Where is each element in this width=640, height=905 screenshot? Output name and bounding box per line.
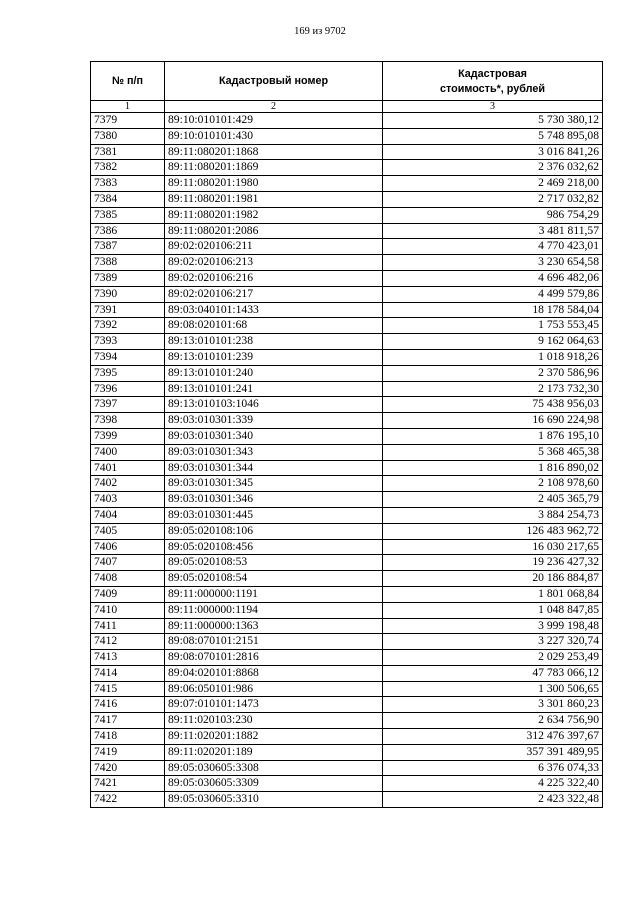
cadastral-value-cell: 47 783 066,12 <box>383 665 603 681</box>
cadastral-value-cell: 4 770 423,01 <box>383 239 603 255</box>
table-row <box>91 349 603 365</box>
cadastral-number-cell: 89:02:020106:216 <box>165 270 383 286</box>
cadastral-value-cell: 126 483 962,72 <box>383 523 603 539</box>
column-header-cadastral-value <box>383 62 603 101</box>
row-number-cell: 7399 <box>91 428 165 444</box>
cadastral-number-cell: 89:03:010301:445 <box>165 507 383 523</box>
cadastral-number-cell: 89:03:010301:344 <box>165 460 383 476</box>
table-body <box>91 113 603 808</box>
cadastral-value-cell: 9 162 064,63 <box>383 334 603 350</box>
table-row <box>91 428 603 444</box>
cadastral-value-cell: 2 376 032,62 <box>383 160 603 176</box>
cadastral-value-cell: 3 999 198,48 <box>383 618 603 634</box>
cadastral-value-cell: 19 236 427,32 <box>383 555 603 571</box>
table-row <box>91 381 603 397</box>
cadastral-value-cell: 4 499 579,86 <box>383 286 603 302</box>
cadastral-number-cell: 89:05:030605:3308 <box>165 760 383 776</box>
cadastral-value-cell: 2 423 322,48 <box>383 792 603 808</box>
cadastral-value-cell: 2 405 365,79 <box>383 492 603 508</box>
table-row <box>91 713 603 729</box>
table-row <box>91 792 603 808</box>
row-number-cell: 7404 <box>91 507 165 523</box>
table-row <box>91 191 603 207</box>
column-header-number: № п/п <box>91 62 165 101</box>
row-number-cell: 7419 <box>91 744 165 760</box>
row-number-cell: 7402 <box>91 476 165 492</box>
cadastral-number-cell: 89:02:020106:213 <box>165 255 383 271</box>
cadastral-value-cell: 3 884 254,73 <box>383 507 603 523</box>
row-number-cell: 7382 <box>91 160 165 176</box>
row-number-cell: 7413 <box>91 650 165 666</box>
row-number-cell: 7415 <box>91 681 165 697</box>
cadastral-number-cell: 89:03:040101:1433 <box>165 302 383 318</box>
row-number-cell: 7403 <box>91 492 165 508</box>
column-header-cadastral-number: Кадастровый номер <box>165 62 383 101</box>
cadastral-table <box>90 61 603 808</box>
cadastral-number-cell: 89:13:010103:1046 <box>165 397 383 413</box>
cadastral-value-cell: 4 696 482,06 <box>383 270 603 286</box>
row-number-cell: 7386 <box>91 223 165 239</box>
row-number-cell: 7389 <box>91 270 165 286</box>
cadastral-value-cell: 1 018 918,26 <box>383 349 603 365</box>
cadastral-value-cell: 2 370 586,96 <box>383 365 603 381</box>
cadastral-number-cell: 89:04:020101:8868 <box>165 665 383 681</box>
table-row <box>91 697 603 713</box>
row-number-cell: 7398 <box>91 413 165 429</box>
cadastral-value-cell: 2 108 978,60 <box>383 476 603 492</box>
row-number-cell: 7400 <box>91 444 165 460</box>
cadastral-number-cell: 89:11:000000:1363 <box>165 618 383 634</box>
cadastral-number-cell: 89:03:010301:346 <box>165 492 383 508</box>
page-counter: 169 из 9702 <box>294 26 346 37</box>
table-row <box>91 618 603 634</box>
row-number-cell: 7392 <box>91 318 165 334</box>
cadastral-number-cell: 89:05:030605:3309 <box>165 776 383 792</box>
cadastral-value-cell: 18 178 584,04 <box>383 302 603 318</box>
cadastral-number-cell: 89:11:020103:230 <box>165 713 383 729</box>
table-row <box>91 681 603 697</box>
column-header-cadastral-value-text: Кадастровая стоимость*, рублей <box>439 67 546 95</box>
row-number-cell: 7391 <box>91 302 165 318</box>
cadastral-number-cell: 89:11:000000:1194 <box>165 602 383 618</box>
cadastral-number-cell: 89:05:020108:53 <box>165 555 383 571</box>
row-number-cell: 7380 <box>91 128 165 144</box>
cadastral-value-cell: 2 173 732,30 <box>383 381 603 397</box>
row-number-cell: 7420 <box>91 760 165 776</box>
cadastral-value-cell: 3 481 811,57 <box>383 223 603 239</box>
table-row <box>91 729 603 745</box>
cadastral-number-cell: 89:02:020106:211 <box>165 239 383 255</box>
table-row <box>91 555 603 571</box>
row-number-cell: 7394 <box>91 349 165 365</box>
row-number-cell: 7421 <box>91 776 165 792</box>
row-number-cell: 7397 <box>91 397 165 413</box>
row-number-cell: 7417 <box>91 713 165 729</box>
table-row <box>91 523 603 539</box>
table-row <box>91 650 603 666</box>
row-number-cell: 7388 <box>91 255 165 271</box>
row-number-cell: 7411 <box>91 618 165 634</box>
row-number-cell: 7416 <box>91 697 165 713</box>
cadastral-number-cell: 89:11:080201:1869 <box>165 160 383 176</box>
cadastral-number-cell: 89:08:070101:2151 <box>165 634 383 650</box>
cadastral-value-cell: 3 016 841,26 <box>383 144 603 160</box>
row-number-cell: 7409 <box>91 586 165 602</box>
table-row <box>91 665 603 681</box>
row-number-cell: 7410 <box>91 602 165 618</box>
cadastral-value-cell: 16 030 217,65 <box>383 539 603 555</box>
cadastral-number-cell: 89:10:010101:429 <box>165 113 383 129</box>
table-row <box>91 492 603 508</box>
table-row <box>91 318 603 334</box>
cadastral-number-cell: 89:03:010301:340 <box>165 428 383 444</box>
column-number-row <box>91 101 603 113</box>
cadastral-value-cell: 2 634 756,90 <box>383 713 603 729</box>
row-number-cell: 7379 <box>91 113 165 129</box>
table-row <box>91 160 603 176</box>
table-row <box>91 602 603 618</box>
cadastral-value-cell: 1 048 847,85 <box>383 602 603 618</box>
row-number-cell: 7387 <box>91 239 165 255</box>
cadastral-value-cell: 1 300 506,65 <box>383 681 603 697</box>
column-number-2: 2 <box>165 101 383 113</box>
cadastral-value-cell: 3 301 860,23 <box>383 697 603 713</box>
cadastral-number-cell: 89:03:010301:339 <box>165 413 383 429</box>
cadastral-value-cell: 3 227 320,74 <box>383 634 603 650</box>
cadastral-value-cell: 1 816 890,02 <box>383 460 603 476</box>
row-number-cell: 7385 <box>91 207 165 223</box>
table-row <box>91 460 603 476</box>
cadastral-number-cell: 89:05:020108:54 <box>165 571 383 587</box>
cadastral-number-cell: 89:11:000000:1191 <box>165 586 383 602</box>
cadastral-value-cell: 357 391 489,95 <box>383 744 603 760</box>
row-number-cell: 7406 <box>91 539 165 555</box>
table-row <box>91 113 603 129</box>
table-row <box>91 255 603 271</box>
cadastral-value-cell: 5 730 380,12 <box>383 113 603 129</box>
table-row <box>91 586 603 602</box>
table-row <box>91 176 603 192</box>
cadastral-value-cell: 1 876 195,10 <box>383 428 603 444</box>
cadastral-number-cell: 89:05:020108:106 <box>165 523 383 539</box>
table-row <box>91 334 603 350</box>
table-row <box>91 539 603 555</box>
table-row <box>91 571 603 587</box>
table-row <box>91 760 603 776</box>
cadastral-value-cell: 75 438 956,03 <box>383 397 603 413</box>
row-number-cell: 7390 <box>91 286 165 302</box>
cadastral-value-cell: 16 690 224,98 <box>383 413 603 429</box>
row-number-cell: 7422 <box>91 792 165 808</box>
cadastral-value-cell: 20 186 884,87 <box>383 571 603 587</box>
column-number-1: 1 <box>91 101 165 113</box>
row-number-cell: 7407 <box>91 555 165 571</box>
row-number-cell: 7393 <box>91 334 165 350</box>
row-number-cell: 7395 <box>91 365 165 381</box>
table-row <box>91 476 603 492</box>
table-row <box>91 744 603 760</box>
cadastral-number-cell: 89:11:080201:1981 <box>165 191 383 207</box>
table-row <box>91 302 603 318</box>
table-row <box>91 444 603 460</box>
cadastral-number-cell: 89:13:010101:241 <box>165 381 383 397</box>
cadastral-number-cell: 89:07:010101:1473 <box>165 697 383 713</box>
row-number-cell: 7383 <box>91 176 165 192</box>
cadastral-value-cell: 1 801 068,84 <box>383 586 603 602</box>
cadastral-value-cell: 312 476 397,67 <box>383 729 603 745</box>
cadastral-number-cell: 89:11:080201:1980 <box>165 176 383 192</box>
table-row <box>91 128 603 144</box>
cadastral-number-cell: 89:11:080201:2086 <box>165 223 383 239</box>
table-row <box>91 397 603 413</box>
cadastral-number-cell: 89:11:020201:1882 <box>165 729 383 745</box>
cadastral-value-cell: 2 029 253,49 <box>383 650 603 666</box>
cadastral-number-cell: 89:06:050101:986 <box>165 681 383 697</box>
row-number-cell: 7408 <box>91 571 165 587</box>
cadastral-number-cell: 89:13:010101:240 <box>165 365 383 381</box>
table-row <box>91 286 603 302</box>
cadastral-value-cell: 6 376 074,33 <box>383 760 603 776</box>
table-row <box>91 144 603 160</box>
cadastral-number-cell: 89:08:020101:68 <box>165 318 383 334</box>
cadastral-value-cell: 1 753 553,45 <box>383 318 603 334</box>
cadastral-number-cell: 89:13:010101:239 <box>165 349 383 365</box>
table-row <box>91 207 603 223</box>
cadastral-number-cell: 89:03:010301:345 <box>165 476 383 492</box>
table-row <box>91 270 603 286</box>
table-row <box>91 634 603 650</box>
cadastral-number-cell: 89:08:070101:2816 <box>165 650 383 666</box>
cadastral-value-cell: 2 717 032,82 <box>383 191 603 207</box>
table-header-row <box>91 62 603 101</box>
cadastral-number-cell: 89:02:020106:217 <box>165 286 383 302</box>
cadastral-value-cell: 5 748 895,08 <box>383 128 603 144</box>
row-number-cell: 7412 <box>91 634 165 650</box>
table-row <box>91 776 603 792</box>
cadastral-value-cell: 986 754,29 <box>383 207 603 223</box>
cadastral-number-cell: 89:13:010101:238 <box>165 334 383 350</box>
row-number-cell: 7396 <box>91 381 165 397</box>
table-row <box>91 239 603 255</box>
table-row <box>91 365 603 381</box>
cadastral-number-cell: 89:03:010301:343 <box>165 444 383 460</box>
column-number-3: 3 <box>383 101 603 113</box>
cadastral-number-cell: 89:05:020108:456 <box>165 539 383 555</box>
row-number-cell: 7381 <box>91 144 165 160</box>
cadastral-number-cell: 89:11:080201:1868 <box>165 144 383 160</box>
cadastral-number-cell: 89:10:010101:430 <box>165 128 383 144</box>
row-number-cell: 7401 <box>91 460 165 476</box>
cadastral-value-cell: 5 368 465,38 <box>383 444 603 460</box>
table-row <box>91 413 603 429</box>
cadastral-number-cell: 89:05:030605:3310 <box>165 792 383 808</box>
row-number-cell: 7384 <box>91 191 165 207</box>
cadastral-number-cell: 89:11:080201:1982 <box>165 207 383 223</box>
row-number-cell: 7405 <box>91 523 165 539</box>
cadastral-value-cell: 3 230 654,58 <box>383 255 603 271</box>
cadastral-number-cell: 89:11:020201:189 <box>165 744 383 760</box>
table-row <box>91 223 603 239</box>
cadastral-value-cell: 4 225 322,40 <box>383 776 603 792</box>
table-row <box>91 507 603 523</box>
row-number-cell: 7418 <box>91 729 165 745</box>
row-number-cell: 7414 <box>91 665 165 681</box>
cadastral-value-cell: 2 469 218,00 <box>383 176 603 192</box>
